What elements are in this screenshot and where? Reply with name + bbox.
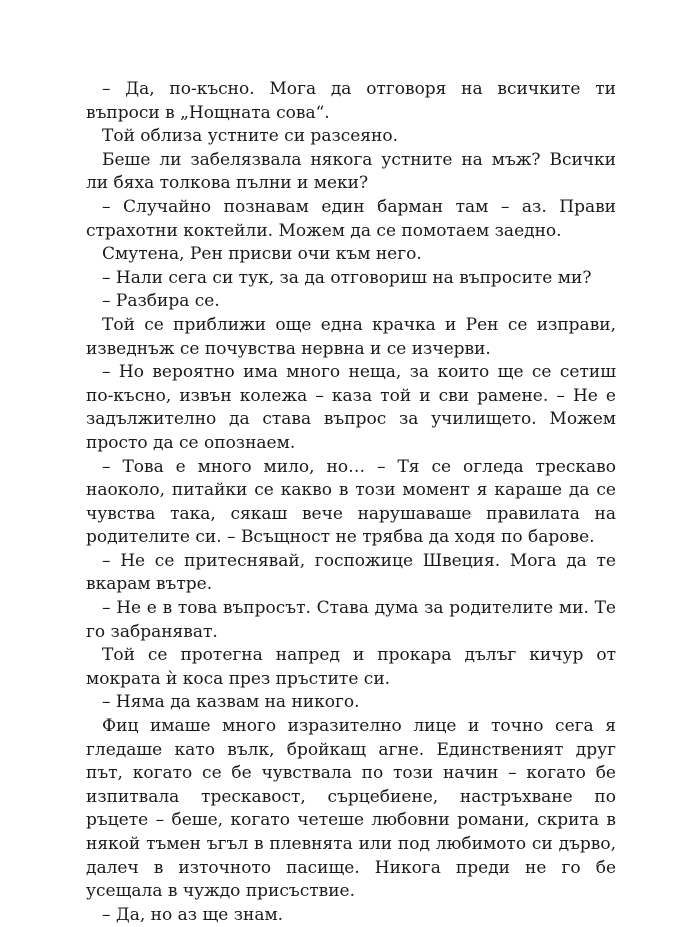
paragraph-1: – Да, по-късно. Мога да отговоря на всичките ти въпроси в „Нощната сова“.: [86, 79, 616, 123]
paragraph-5: Смутена, Рен присви очи към него.: [102, 244, 422, 265]
body-text: [86, 78, 616, 927]
paragraph-16: – Да, но аз ще знам.: [102, 904, 284, 925]
paragraph-10: – Това е много мило, но… – Тя се огледа трескаво наоколо, питайки се какво в този момент я караше да се чувства така, сякаш вече нарушаваше правилата на родителите си. – Всъщност не трябва да ходя по барове.: [86, 456, 616, 548]
paragraph-7: – Разбира се.: [102, 291, 220, 312]
paragraph-11: – Не се притеснявай, госпожице Швеция. Мога да те вкарам вътре.: [86, 550, 616, 595]
paragraph-12: – Не е в това въпросът. Става дума за родителите ми. Те го забраняват.: [86, 598, 616, 642]
paragraph-9: – Но вероятно има много неща, за които ще се сетиш по-късно, извън колежа – каза той и сви рамене. – Не е задължително да става въпрос за училището. Можем просто да се опознаем.: [86, 362, 616, 453]
paragraph-3: Беше ли забелязвала някога устните на мъж? Всички ли бяха толкова пълни и меки?: [86, 149, 616, 194]
paragraph-14: – Няма да казвам на никого.: [102, 692, 360, 713]
paragraph-6: – Нали сега си тук, за да отговориш на въпросите ми?: [102, 267, 592, 288]
paragraph-2: Той облиза устните си разсеяно.: [102, 126, 398, 147]
paragraph-4: – Случайно познавам един барман там – аз. Прави страхотни коктейли. Можем да се помотаем заедно.: [86, 196, 616, 241]
paragraph-8: Той се приближи още една крачка и Рен се изправи, изведнъж се почувства нервна и се изчерви.: [86, 314, 616, 359]
paragraph-13: Той се протегна напред и прокара дълъг кичур от мократа ѝ коса през пръстите си.: [86, 645, 616, 689]
paragraph-15: Фиц имаше много изразително лице и точно сега я гледаше като вълк, бройкащ агне. Единственият друг път, когато се бе чувствала по този начин – когато бе изпитвала трескавост, сърцебиене, настръхване по ръцете – беше, когато четеше любовни романи, скрита в някой тъмен ъгъл в плевнята или под любимото си дърво, далеч в източното пасище. Никога преди не го бе усещала в чуждо присъствие.: [86, 716, 616, 902]
